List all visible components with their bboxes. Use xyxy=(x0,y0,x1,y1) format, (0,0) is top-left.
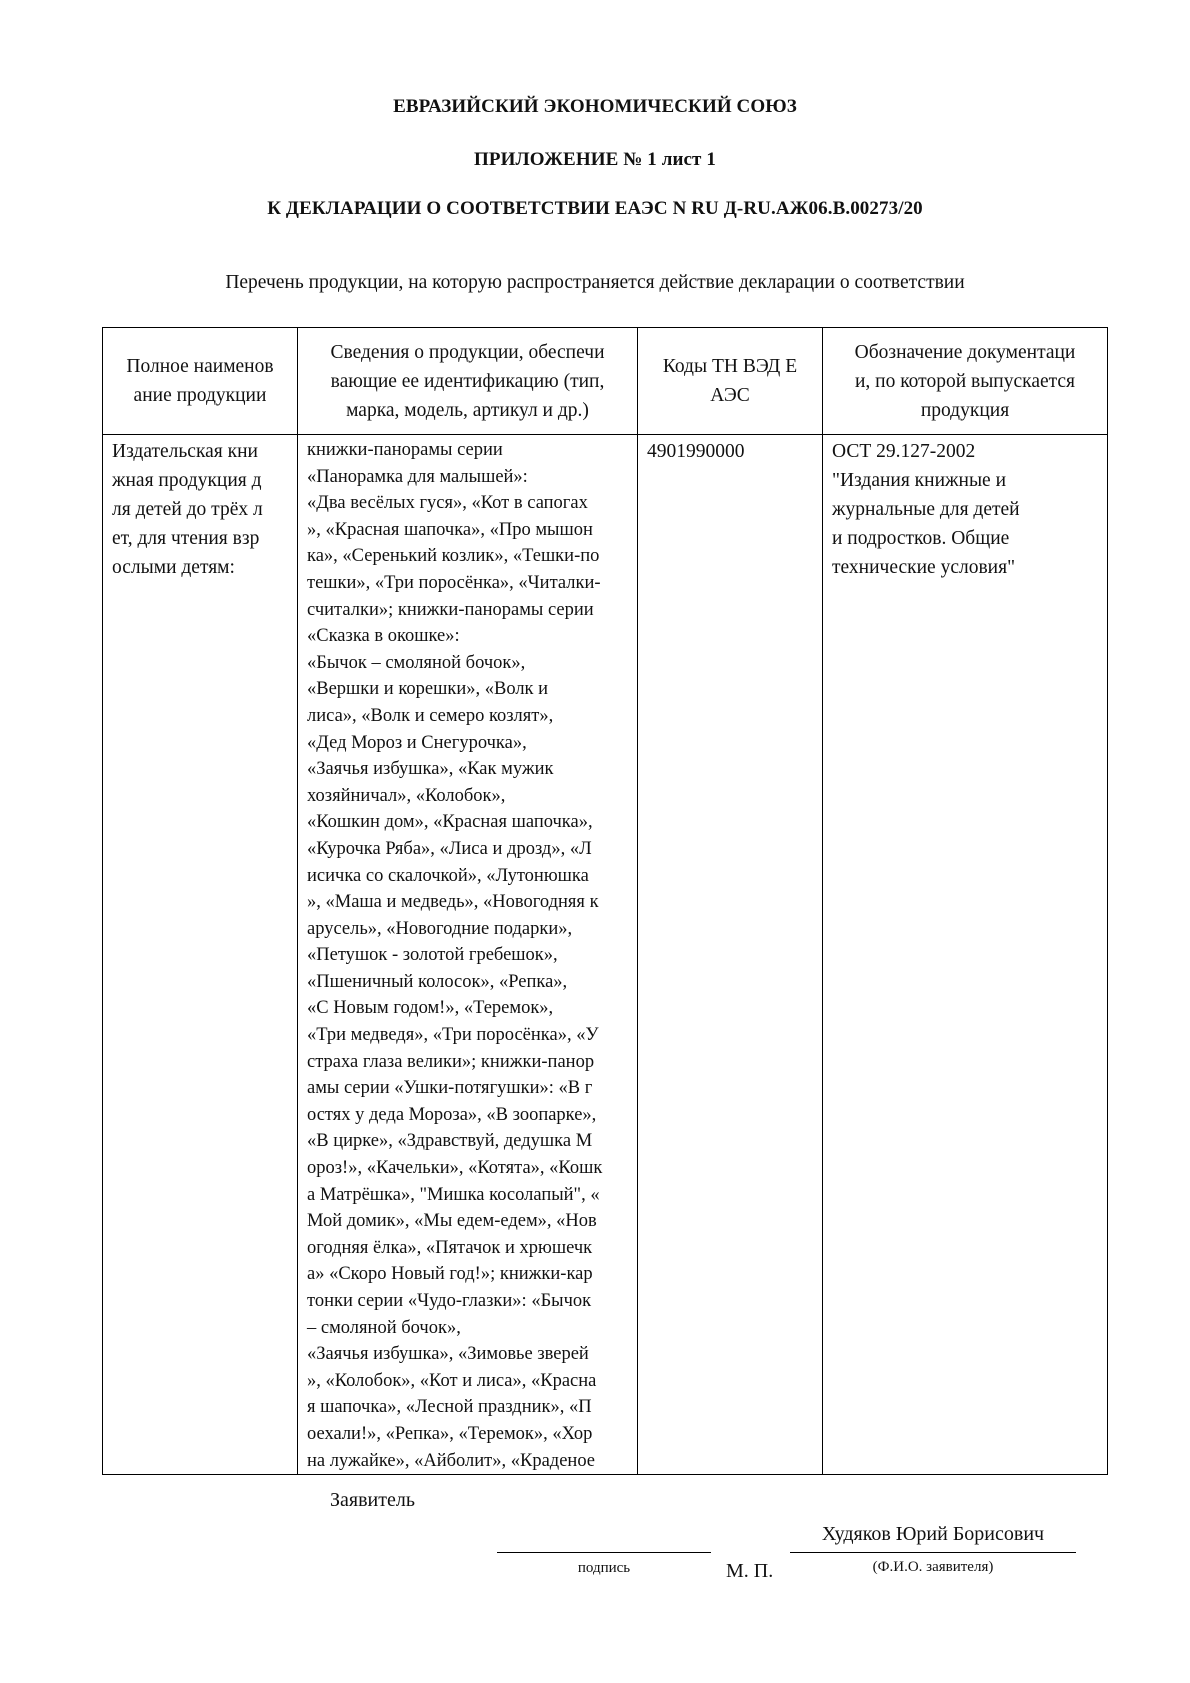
text-line: «Заячья избушка», «Как мужик xyxy=(307,759,554,780)
text-line: «Курочка Ряба», «Лиса и дрозд», «Л xyxy=(307,838,592,859)
text-line: ослыми детям: xyxy=(112,557,235,578)
header-product-info xyxy=(298,328,638,435)
text-line: а» «Скоро Новый год!»; книжки-кар xyxy=(307,1264,593,1285)
text-line: на лужайке», «Айболит», «Краденое xyxy=(307,1450,596,1471)
text-line: я шапочка», «Лесной праздник», «П xyxy=(307,1397,592,1418)
appendix-heading: ПРИЛОЖЕНИЕ № 1 лист 1 xyxy=(474,149,716,170)
text-line: ка», «Серенький козлик», «Тешки-по xyxy=(307,546,600,567)
text-line: «Три медведя», «Три поросёнка», «У xyxy=(307,1025,599,1046)
text-line: «Кошкин дом», «Красная шапочка», xyxy=(307,812,593,833)
text-line: «Сказка в окошке»: xyxy=(307,626,460,647)
text-line: журнальные для детей xyxy=(832,499,1020,520)
signer-name: Худяков Юрий Борисович xyxy=(821,1523,1045,1545)
text-line: АЭС xyxy=(710,385,750,406)
text-line: «Петушок - золотой гребешок», xyxy=(307,945,558,966)
text-line: и, по которой выпускается xyxy=(854,370,1076,392)
text-line: Коды ТН ВЭД Е xyxy=(662,356,798,377)
products-table xyxy=(102,327,1108,1475)
header-documentation xyxy=(823,328,1108,435)
declaration-heading: К ДЕКЛАРАЦИИ О СООТВЕТСТВИИ ЕАЭС N RU Д-RU.АЖ06.В.00273/20 xyxy=(267,198,923,219)
text-line: «Два весёлых гуся», «Кот в сапогах xyxy=(307,493,588,514)
text-line: продукция xyxy=(920,399,1010,421)
text-line: тешки», «Три поросёнка», «Читалки- xyxy=(307,572,601,593)
text-line: страха глаза велики»; книжки-панор xyxy=(307,1051,595,1072)
header-product-name xyxy=(103,328,298,435)
text-line: Сведения о продукции, обеспечи xyxy=(330,341,605,363)
stamp-mark: М. П. xyxy=(726,1560,774,1582)
text-line: жная продукция д xyxy=(112,470,262,491)
cell-hs-code xyxy=(638,435,823,1475)
table-header-row xyxy=(103,328,1108,435)
text-line: считалки»; книжки-панорамы серии xyxy=(307,599,594,620)
text-line: », «Красная шапочка», «Про мышон xyxy=(307,519,593,540)
text-line: «Заячья избушка», «Зимовье зверей xyxy=(307,1344,589,1365)
text-line: ля детей до трёх л xyxy=(112,499,263,520)
text-line: «Дед Мороз и Снегурочка», xyxy=(307,732,527,753)
table-row xyxy=(103,435,1108,1475)
text-line: марка, модель, артикул и др.) xyxy=(346,399,589,421)
cell-documentation xyxy=(823,435,1108,1475)
text-line: а Матрёшка», "Мишка косолапый", « xyxy=(307,1184,600,1205)
text-line: «Бычок – смоляной бочок», xyxy=(307,652,526,673)
text-line: Мой домик», «Мы едем-едем», «Нов xyxy=(307,1211,597,1232)
text-line: исичка со скалочкой», «Лутонюшка xyxy=(307,865,589,886)
text-line: ет, для чтения взр xyxy=(112,528,260,549)
text-line: оехали!», «Репка», «Теремок», «Хор xyxy=(307,1423,593,1444)
text-line: лиса», «Волк и семеро козлят», xyxy=(307,705,554,726)
text-line: ОСТ 29.127-2002 xyxy=(832,441,976,462)
text-line: Обозначение документаци xyxy=(854,341,1076,363)
text-line: книжки-панорамы серии xyxy=(307,440,503,460)
text-line: огодняя ёлка», «Пятачок и хрюшечк xyxy=(307,1237,593,1258)
text-line: вающие ее идентификацию (тип, xyxy=(330,370,605,392)
cell-product-name xyxy=(103,435,298,1475)
signature-caption: подпись xyxy=(577,1560,631,1576)
text-line: хозяйничал», «Колобок», xyxy=(307,785,506,806)
text-line: "Издания книжные и xyxy=(832,470,1007,491)
text-line: и подростков. Общие xyxy=(832,528,1010,549)
text-line: арусель», «Новогодние подарки», xyxy=(307,918,573,939)
name-caption: (Ф.И.О. заявителя) xyxy=(872,1559,994,1575)
name-line xyxy=(790,1552,1076,1553)
text-line: «В цирке», «Здравствуй, дедушка М xyxy=(307,1131,593,1152)
signature-line xyxy=(497,1552,711,1553)
text-line: «Вершки и корешки», «Волк и xyxy=(307,679,549,700)
text-line: – смоляной бочок», xyxy=(307,1317,461,1338)
text-line: тонки серии «Чудо-глазки»: «Бычок xyxy=(307,1291,592,1311)
text-line: «Пшеничный колосок», «Репка», xyxy=(307,971,568,992)
text-line: Полное наименов xyxy=(126,356,274,377)
text-line: технические условия" xyxy=(832,557,1016,578)
text-line: ороз!», «Качельки», «Котята», «Кошк xyxy=(307,1158,603,1179)
union-heading: ЕВРАЗИЙСКИЙ ЭКОНОМИЧЕСКИЙ СОЮЗ xyxy=(393,96,797,117)
text-line: », «Колобок», «Кот и лиса», «Красна xyxy=(307,1370,597,1391)
hs-code-value: 4901990000 xyxy=(647,441,745,462)
text-line: Издательская кни xyxy=(112,441,258,462)
text-line: остях у деда Мороза», «В зоопарке», xyxy=(307,1104,597,1125)
text-line: «Панорамка для малышей»: xyxy=(307,466,528,487)
cell-product-description xyxy=(298,435,638,1475)
text-line: «С Новым годом!», «Теремок», xyxy=(307,998,554,1019)
text-line: ание продукции xyxy=(133,385,267,406)
text-line: », «Маша и медведь», «Новогодняя к xyxy=(307,892,599,913)
applicant-label: Заявитель xyxy=(330,1489,415,1511)
text-line: амы серии «Ушки-потягушки»: «В г xyxy=(307,1078,593,1099)
list-subtitle: Перечень продукции, на которую распространяется действие декларации о соответствии xyxy=(225,272,965,293)
header-hs-codes xyxy=(638,328,823,435)
